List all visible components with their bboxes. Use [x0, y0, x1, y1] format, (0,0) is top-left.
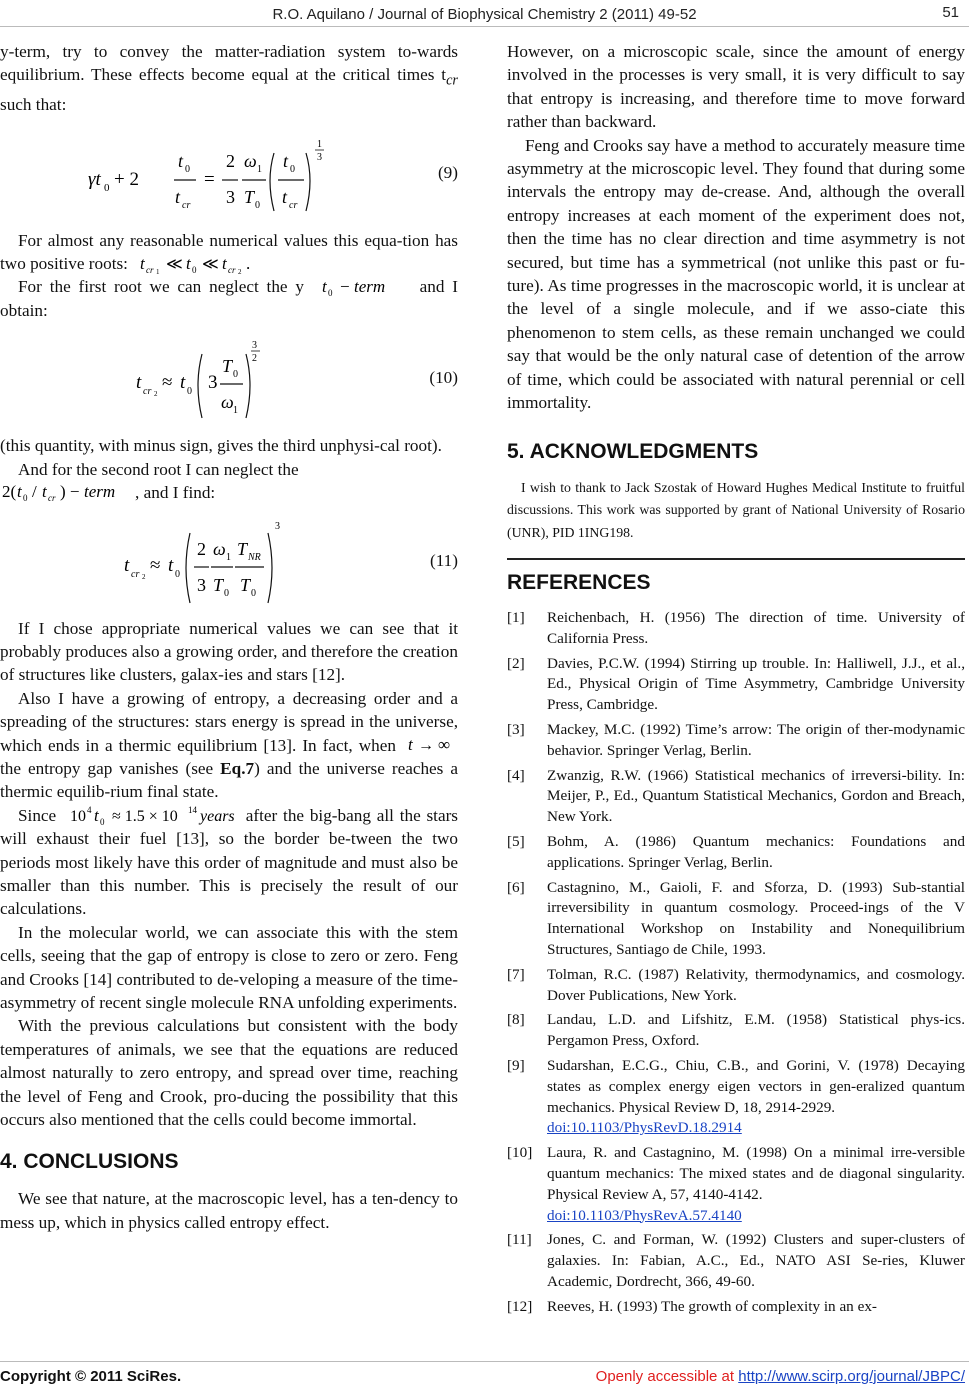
svg-text:t: t	[175, 186, 181, 207]
page-number: 51	[942, 4, 959, 21]
reference-text: Landau, L.D. and Lifshitz, E.M. (1958) Statistical phys-ics. Pergamon Press, Oxford.	[547, 1011, 965, 1050]
equation-11-formula	[0, 513, 330, 609]
copyright: Copyright © 2011 SciRes.	[0, 1368, 182, 1385]
svg-text:3: 3	[317, 151, 322, 163]
section-heading-conclusions: 4. CONCLUSIONS	[0, 1150, 179, 1174]
reference-item	[507, 832, 965, 874]
svg-text:t: t	[408, 734, 413, 754]
reference-text: Castagnino, M., Gaioli, F. and Sforza, D. (1993) Sub-stantial irreversibility in quantum cosmology. Proceed-ings of the V International Workshop on Instability and Nonequilibrium Structures, Santiago de Chile, 1993.	[547, 878, 965, 958]
reference-text: Davies, P.C.W. (1994) Stirring up trouble. In: Halliwell, J.J., et al., Ed., Physical Origin of Time Asymmetry, Cambridge University Press, Cambridge.	[547, 654, 965, 714]
reference-text: Reeves, H. (1993) The growth of complexity in an ex-	[547, 1297, 877, 1315]
svg-text:14: 14	[187, 804, 197, 815]
reference-number: [6]	[507, 878, 525, 896]
svg-text:t: t	[180, 372, 186, 394]
svg-text:2: 2	[142, 572, 146, 581]
reference-text: Reichenbach, H. (1956) The direction of time. University of California Press.	[547, 609, 965, 647]
svg-text:0: 0	[251, 587, 256, 599]
svg-text:t: t	[186, 254, 191, 274]
doi-link[interactable]: doi:10.1103/PhysRevD.18.2914	[547, 1119, 742, 1137]
svg-text:2: 2	[197, 538, 206, 559]
svg-text:ω: ω	[213, 538, 226, 559]
svg-text:t: t	[283, 150, 289, 171]
footer-rule	[0, 1361, 969, 1362]
equation-9	[0, 125, 458, 221]
svg-text:cr: cr	[182, 199, 191, 211]
acknowledgments-text: I wish to thank to Jack Szostak of Howard Hughes Medical Institute to fruitful discussions. This work was supported by grant of National University of Rosario (UNR), PID 1ING198.	[507, 479, 965, 540]
equation-10-formula	[0, 330, 330, 426]
svg-text:3: 3	[252, 340, 257, 352]
svg-text:term: term	[84, 482, 116, 502]
references-rule	[507, 558, 965, 560]
svg-text:t: t	[136, 372, 142, 394]
running-header-title: R.O. Aquilano / Journal of Biophysical Chemistry 2 (2011) 49-52	[272, 6, 697, 23]
svg-text:T: T	[222, 356, 233, 377]
svg-text:0: 0	[290, 163, 295, 175]
svg-text:ω: ω	[221, 392, 234, 413]
svg-text:.: .	[246, 254, 251, 274]
svg-text:1: 1	[233, 405, 238, 417]
svg-text:γt: γt	[88, 168, 101, 190]
ratio-term-inline-math	[0, 481, 135, 503]
section-heading-acknowledgments: 5. ACKNOWLEDGMENTS	[507, 439, 759, 463]
svg-text:≈ 1.5 × 10: ≈ 1.5 × 10	[111, 807, 178, 825]
svg-text:t: t	[222, 254, 227, 274]
svg-text:3: 3	[197, 574, 206, 595]
reference-item	[507, 1010, 965, 1052]
reference-number: [2]	[507, 654, 525, 672]
svg-text:0: 0	[23, 493, 28, 504]
svg-text:+ 2: + 2	[114, 168, 139, 190]
svg-text:1: 1	[317, 138, 322, 150]
reference-list	[507, 608, 965, 1318]
paragraph: For the first root we can neglect the y t 0 − term and I obtain:	[0, 277, 458, 320]
age-inline-math	[62, 804, 240, 826]
svg-text:ω: ω	[244, 150, 257, 171]
reference-text: Zwanzig, R.W. (1966) Statistical mechanics of irreversi-bility. In: Meijer, P., Ed., Quantum Statistical Mechanics, Gordon and Breach, New York.	[547, 766, 965, 826]
reference-number: [12]	[507, 1297, 533, 1315]
svg-text:/: /	[32, 482, 37, 502]
svg-text:0: 0	[327, 288, 333, 298]
reference-number: [3]	[507, 720, 525, 738]
svg-text:0: 0	[233, 369, 238, 381]
svg-text:t: t	[321, 277, 327, 297]
svg-text:2: 2	[252, 353, 257, 365]
svg-text:years: years	[199, 807, 235, 825]
svg-text:t: t	[140, 254, 145, 274]
reference-item	[507, 1230, 965, 1292]
reference-number: [7]	[507, 965, 525, 983]
svg-text:≪: ≪	[166, 256, 183, 274]
roots-inline-math	[132, 254, 292, 274]
svg-text:t: t	[168, 554, 174, 576]
reference-item	[507, 608, 965, 650]
svg-text:1: 1	[156, 268, 160, 275]
svg-text:∞: ∞	[438, 734, 451, 754]
svg-text:0: 0	[224, 587, 229, 599]
reference-number: [8]	[507, 1011, 525, 1029]
svg-text:t: t	[124, 554, 130, 576]
svg-text:) −: ) −	[60, 482, 80, 502]
svg-text:=: =	[204, 168, 215, 190]
reference-text: Bohm, A. (1986) Quantum mechanics: Foundations and applications. Springer Verlag, Berlin.	[547, 832, 965, 871]
svg-text:T: T	[237, 538, 248, 559]
right-column	[507, 40, 965, 1322]
reference-text: Laura, R. and Castagnino, M. (1998) On a minimal irre-versible quantum mechanics: The mixed states and de diagonal singularity. Physical Review A, 57, 4140-4142. doi:10.1103/PhysRevA.57.4140	[547, 1143, 965, 1226]
paragraph: (this quantity, with minus sign, gives the third unphysi-cal root).	[0, 436, 442, 456]
svg-text:1: 1	[257, 163, 262, 175]
paragraph: With the previous calculations but consistent with the body temperatures of animals, we see that the equations are reduced almost naturally to zero entropy, and spread over time, reaching the level of Feng and Crook, pro-ducing the possibility that this occurs also mentioned that the cells could become immortal.	[0, 1016, 458, 1130]
reference-item	[507, 1143, 965, 1226]
equation-9-formula	[0, 125, 330, 221]
svg-text:t: t	[282, 186, 288, 207]
svg-text:t: t	[93, 805, 99, 825]
doi-link[interactable]: doi:10.1103/PhysRevA.57.4140	[547, 1206, 742, 1224]
reference-number: [9]	[507, 1056, 525, 1074]
svg-text:t: t	[42, 482, 47, 502]
reference-item	[507, 766, 965, 828]
svg-text:−: −	[339, 277, 350, 297]
header-rule	[0, 26, 969, 27]
svg-text:2(: 2(	[2, 482, 17, 502]
journal-link[interactable]: http://www.scirp.org/journal/JBPC/	[738, 1368, 965, 1385]
svg-text:0: 0	[187, 386, 192, 398]
paragraph: Also I have a growing of entropy, a decreasing order and a spreading of the structures: stars energy is spread in the universe, which ends in a thermic equilibrium [13]. In fact, when t → ∞ the entropy gap vanishes (see Eq.7) and the universe reaches a thermic equilib-rium final state.	[0, 688, 458, 802]
svg-text:t: t	[17, 482, 22, 502]
svg-text:0: 0	[175, 568, 180, 580]
equation-10-number: (10)	[429, 368, 458, 388]
paragraph: And for the second root I can neglect the 2( t 0 / t cr ) − term , and I find:	[2, 459, 299, 504]
svg-text:T: T	[244, 186, 255, 207]
svg-text:3: 3	[275, 520, 280, 532]
paragraph: Since 10 4 t 0 ≈ 1.5 × 10 14 years after the big-bang all the stars will exhaust their fuel [13], so the border be-tween the two periods most likely have this order of magnitude and must also be smaller than this number. This is precisely the result of our calculations.	[0, 804, 458, 919]
svg-text:cr: cr	[228, 265, 236, 275]
section-heading-references: REFERENCES	[507, 571, 651, 594]
svg-text:3: 3	[208, 372, 218, 394]
equation-11-number: (11)	[430, 550, 458, 570]
svg-text:3: 3	[226, 186, 235, 207]
svg-text:cr: cr	[143, 386, 152, 398]
reference-number: [1]	[507, 609, 525, 626]
reference-text: Tolman, R.C. (1987) Relativity, thermodynamics, and cosmology. Dover Publications, New York.	[547, 965, 965, 1004]
svg-text:2: 2	[226, 150, 235, 171]
svg-text:10: 10	[69, 807, 86, 825]
svg-text:0: 0	[185, 163, 190, 175]
paragraph: We see that nature, at the macroscopic level, has a ten-dency to mess up, which in physics called entropy effect.	[0, 1189, 458, 1232]
reference-text: Sudarshan, E.C.G., Chiu, C.B., and Gorini, V. (1978) Decaying states as complex energy eigen vectors in gen-eralized quantum mechanics. Physical Review D, 18, 2914-2929. doi:10.1103/PhysRevD.18.2914	[547, 1056, 965, 1139]
reference-number: [10]	[507, 1144, 533, 1162]
t-to-infinity-inline-math	[402, 735, 458, 755]
open-access-note: Openly accessible at http://www.scirp.org/journal/JBPC/	[595, 1368, 965, 1385]
reference-number: [4]	[507, 766, 525, 784]
svg-text:cr: cr	[289, 199, 298, 211]
equation-10	[0, 330, 458, 426]
reference-item	[507, 1297, 965, 1318]
svg-text:2: 2	[154, 390, 158, 399]
svg-text:cr: cr	[131, 568, 140, 580]
reference-text: Jones, C. and Forman, W. (1992) Clusters and super-clusters of galaxies. In: Fabian, A.C., Ed., NATO ASI Se-ries, Kluwer Academic, Dordrecht, 366, 49-60.	[547, 1231, 965, 1290]
paragraph: If I chose appropriate numerical values we can see that it probably produces also a growing order, and therefore the creation of structures like clusters, galax-ies and stars [12].	[0, 618, 458, 685]
svg-text:≈: ≈	[162, 372, 173, 394]
svg-text:4: 4	[86, 804, 92, 815]
svg-text:NR: NR	[248, 551, 261, 563]
paragraph: In the molecular world, we can associate this with the stem cells, seeing that the gap of entropy is close to zero or zero. Feng and Crooks [14] contributed to de-veloping a measure of the time-asymmetry of recent single molecule RNA unfolding experiments.	[0, 922, 458, 1012]
svg-text:2: 2	[238, 268, 242, 275]
svg-text:0: 0	[255, 199, 260, 211]
paragraph: y-term, try to convey the matter-radiation system to-wards equilibrium. These effects become equal at the critical times $t_{cr}$ such that:	[0, 42, 458, 115]
equation-9-number: (9)	[437, 162, 458, 182]
svg-text:cr: cr	[48, 493, 56, 504]
reference-item	[507, 654, 965, 716]
svg-text:1: 1	[226, 551, 231, 563]
svg-text:term: term	[353, 277, 385, 297]
svg-text:≈: ≈	[150, 554, 161, 576]
svg-text:0: 0	[99, 816, 105, 826]
footer	[0, 1366, 969, 1388]
t0-term-inline-math	[312, 277, 412, 297]
paragraph: However, on a microscopic scale, since the amount of energy involved in the processes is very small, it is very difficult to say that entropy is increasing, and therefore time to move forward rather than backward.	[507, 42, 965, 132]
left-column	[0, 40, 458, 1234]
reference-item	[507, 1056, 965, 1139]
reference-item	[507, 965, 965, 1007]
svg-text:cr: cr	[146, 265, 154, 275]
equation-11	[0, 513, 458, 609]
svg-text:T: T	[213, 574, 224, 595]
paragraph: Feng and Crooks say have a method to accurately measure time asymmetry at the microscopic level. They found that during some intervals the entropy may de-crease. And, although the overall entropy increases at each moment of the experiment does not, then the time has no clear direction and time asymmetry is not secured, but time has a symmetrical (not unlike this past or fu-ture). As time progresses in the macroscopic world, it is unclear at the level of a single molecule, and if we asso-ciate this phenomenon to stem cells, as these remain unchanged we could say that would be the only natural case of detention of the arrow of time, which could be associated with natural perennial or cell immortality.	[507, 135, 965, 413]
svg-text:t: t	[178, 150, 184, 171]
reference-number: [11]	[507, 1231, 532, 1249]
reference-item	[507, 878, 965, 961]
svg-text:≪: ≪	[202, 256, 219, 274]
reference-item	[507, 720, 965, 762]
reference-text: Mackey, M.C. (1992) Time’s arrow: The origin of ther-modynamic behavior. Springer Verlag, Berlin.	[547, 720, 965, 759]
reference-number: [5]	[507, 832, 525, 850]
svg-text:0: 0	[192, 265, 197, 275]
paragraph: For almost any reasonable numerical values this equa-tion has two positive roots: t cr 1 ≪ t 0 ≪ t cr 2 .	[0, 230, 458, 275]
svg-text:0: 0	[104, 181, 110, 194]
svg-text:→: →	[418, 736, 434, 754]
svg-text:T: T	[240, 574, 251, 595]
